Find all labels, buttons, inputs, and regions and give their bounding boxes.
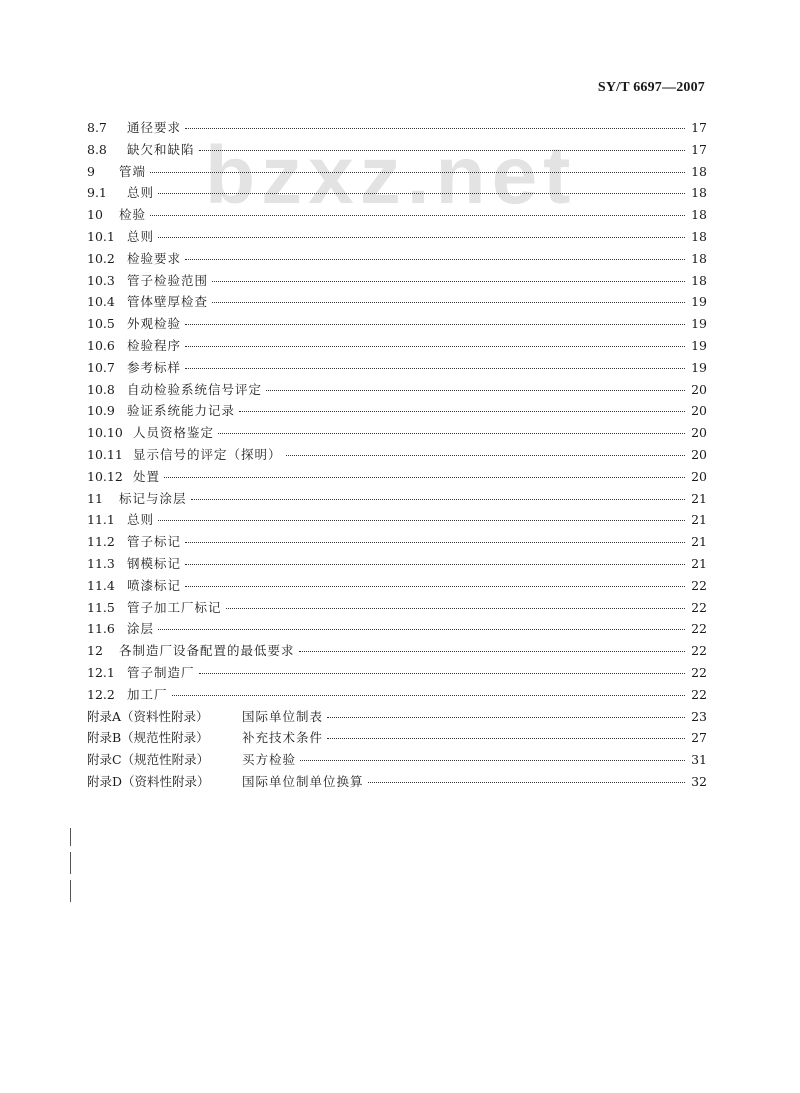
- document-code: SY/T 6697—2007: [597, 80, 705, 95]
- toc-entry[interactable]: [87, 684, 707, 706]
- toc-entry-title: 自动检验系统信号评定: [127, 381, 263, 397]
- toc-entry[interactable]: [87, 400, 707, 422]
- toc-page-number: 31: [691, 752, 707, 768]
- toc-entry[interactable]: [87, 422, 707, 444]
- toc-entry-title: 买方检验: [242, 752, 297, 768]
- toc-leader-dots: [286, 455, 685, 456]
- toc-entry[interactable]: [87, 291, 707, 313]
- margin-binding-marks: [70, 828, 73, 903]
- toc-leader-dots: [185, 128, 685, 129]
- toc-page-number: 22: [691, 599, 707, 615]
- toc-leader-dots: [212, 281, 685, 282]
- toc-entry[interactable]: [87, 270, 707, 292]
- toc-entry-title: 缺欠和缺陷: [127, 141, 195, 157]
- toc-leader-dots: [212, 302, 685, 303]
- toc-page-number: 19: [691, 337, 707, 353]
- toc-page-number: 21: [691, 490, 707, 506]
- toc-entry-number: 10.12: [87, 468, 123, 484]
- toc-entry-title: 国际单位制单位换算: [242, 773, 364, 789]
- toc-entry-number: 12: [87, 643, 103, 659]
- toc-leader-dots: [199, 150, 685, 151]
- toc-entry[interactable]: [87, 379, 707, 401]
- toc-entry-number: 10.7: [87, 359, 115, 375]
- toc-entry-number: 10.8: [87, 381, 115, 397]
- toc-entry-number: 10.2: [87, 250, 115, 266]
- toc-leader-dots: [185, 586, 685, 587]
- toc-entry[interactable]: [87, 618, 707, 640]
- toc-page-number: 21: [691, 512, 707, 528]
- toc-entry[interactable]: [87, 182, 707, 204]
- toc-entry-number: 附录C（规范性附录）: [87, 752, 210, 768]
- toc-entry-number: 11: [87, 490, 103, 506]
- toc-entry-number: 10.10: [87, 425, 123, 441]
- toc-page-number: 27: [691, 730, 707, 746]
- toc-entry[interactable]: [87, 575, 707, 597]
- toc-entry-title: 加工厂: [127, 686, 168, 702]
- toc-entry-title: 管子标记: [127, 534, 182, 550]
- toc-entry[interactable]: [87, 771, 707, 793]
- toc-entry-title: 参考标样: [127, 359, 182, 375]
- toc-entry[interactable]: [87, 553, 707, 575]
- toc-entry-number: 11.1: [87, 512, 115, 528]
- toc-entry-title: 喷漆标记: [127, 577, 182, 593]
- toc-leader-dots: [158, 520, 685, 521]
- toc-leader-dots: [218, 433, 685, 434]
- toc-page-number: 23: [691, 708, 707, 724]
- toc-entry[interactable]: [87, 117, 707, 139]
- toc-page-number: 19: [691, 359, 707, 375]
- toc-entry-number: 11.4: [87, 577, 115, 593]
- toc-entry-title: 管体壁厚检查: [127, 294, 209, 310]
- toc-entry-title: 总则: [127, 185, 155, 201]
- toc-page-number: 19: [691, 294, 707, 310]
- toc-entry-title: 涂层: [127, 621, 155, 637]
- toc-page-number: 20: [691, 425, 707, 441]
- toc-entry-title: 总则: [127, 228, 155, 244]
- toc-entry-title: 检验: [119, 207, 147, 223]
- toc-page-number: 18: [691, 272, 707, 288]
- toc-entry[interactable]: [87, 662, 707, 684]
- toc-leader-dots: [150, 215, 685, 216]
- toc-entry[interactable]: [87, 706, 707, 728]
- toc-leader-dots: [266, 390, 685, 391]
- toc-page-number: 18: [691, 163, 707, 179]
- toc-leader-dots: [158, 237, 685, 238]
- toc-leader-dots: [199, 673, 685, 674]
- toc-entry[interactable]: [87, 357, 707, 379]
- toc-entry[interactable]: [87, 597, 707, 619]
- toc-entry-title: 标记与涂层: [119, 490, 187, 506]
- toc-leader-dots: [368, 782, 685, 783]
- toc-entry-title: 管子加工厂标记: [127, 599, 222, 615]
- toc-entry[interactable]: [87, 226, 707, 248]
- toc-leader-dots: [185, 564, 685, 565]
- toc-entry-number: 11.6: [87, 621, 115, 637]
- toc-leader-dots: [164, 477, 685, 478]
- toc-page-number: 20: [691, 381, 707, 397]
- toc-page-number: 22: [691, 621, 707, 637]
- toc-page-number: 17: [691, 141, 707, 157]
- toc-page-number: 18: [691, 250, 707, 266]
- toc-entry[interactable]: [87, 313, 707, 335]
- toc-entry[interactable]: [87, 248, 707, 270]
- toc-entry-title: 显示信号的评定（探明）: [133, 446, 282, 462]
- toc-entry-number: 11.3: [87, 555, 115, 571]
- toc-entry-title: 国际单位制表: [242, 708, 324, 724]
- toc-page-number: 22: [691, 686, 707, 702]
- toc-page-number: 22: [691, 577, 707, 593]
- toc-entry-number: 附录D（资料性附录）: [87, 773, 210, 789]
- toc-leader-dots: [327, 717, 685, 718]
- toc-leader-dots: [185, 368, 685, 369]
- toc-entry-title: 检验要求: [127, 250, 182, 266]
- toc-entry-number: 11.5: [87, 599, 115, 615]
- toc-entry-number: 附录A（资料性附录）: [87, 708, 209, 724]
- toc-leader-dots: [185, 542, 685, 543]
- toc-entry-title: 补充技术条件: [242, 730, 324, 746]
- toc-entry-title: 检验程序: [127, 337, 182, 353]
- toc-entry[interactable]: [87, 509, 707, 531]
- toc-entry-title: 验证系统能力记录: [127, 403, 236, 419]
- toc-entry-title: 各制造厂设备配置的最低要求: [119, 643, 295, 659]
- table-of-contents: [87, 117, 707, 793]
- toc-leader-dots: [239, 411, 685, 412]
- toc-leader-dots: [185, 259, 685, 260]
- toc-entry[interactable]: [87, 749, 707, 771]
- toc-entry[interactable]: [87, 531, 707, 553]
- toc-entry-title: 管子制造厂: [127, 664, 195, 680]
- toc-leader-dots: [226, 608, 685, 609]
- toc-entry-title: 外观检验: [127, 316, 182, 332]
- toc-entry[interactable]: [87, 466, 707, 488]
- toc-leader-dots: [185, 346, 685, 347]
- toc-leader-dots: [158, 629, 685, 630]
- toc-leader-dots: [172, 695, 685, 696]
- toc-entry-title: 钢模标记: [127, 555, 182, 571]
- toc-entry-number: 附录B（规范性附录）: [87, 730, 209, 746]
- toc-page-number: 32: [691, 773, 707, 789]
- toc-entry-number: 8.7: [87, 120, 107, 135]
- toc-entry-number: 9: [87, 163, 95, 179]
- toc-entry-title: 管端: [119, 163, 147, 179]
- toc-page-number: 18: [691, 207, 707, 223]
- toc-entry[interactable]: [87, 335, 707, 357]
- toc-entry-title: 处置: [133, 468, 161, 484]
- toc-page-number: 18: [691, 228, 707, 244]
- toc-entry-title: 通径要求: [127, 120, 182, 135]
- toc-entry[interactable]: [87, 444, 707, 466]
- toc-page-number: 20: [691, 468, 707, 484]
- toc-entry-number: 10.5: [87, 316, 115, 332]
- toc-leader-dots: [185, 324, 685, 325]
- toc-entry-number: 11.2: [87, 534, 115, 550]
- toc-entry[interactable]: [87, 640, 707, 662]
- toc-page-number: 19: [691, 316, 707, 332]
- toc-entry-number: 12.1: [87, 664, 115, 680]
- toc-entry-number: 10.1: [87, 228, 115, 244]
- toc-page-number: 21: [691, 555, 707, 571]
- toc-page-number: 17: [691, 120, 707, 135]
- toc-entry-number: 10.3: [87, 272, 115, 288]
- watermark-text: bzxz.net: [205, 130, 577, 221]
- toc-entry-number: 10.11: [87, 446, 123, 462]
- toc-leader-dots: [191, 499, 685, 500]
- toc-entry[interactable]: [87, 204, 707, 226]
- toc-page-number: 20: [691, 446, 707, 462]
- toc-entry[interactable]: [87, 139, 707, 161]
- toc-leader-dots: [327, 738, 685, 739]
- toc-entry-number: 9.1: [87, 185, 107, 201]
- toc-page-number: 22: [691, 664, 707, 680]
- toc-leader-dots: [300, 760, 685, 761]
- toc-leader-dots: [299, 651, 685, 652]
- toc-page-number: 18: [691, 185, 707, 201]
- toc-entry[interactable]: [87, 161, 707, 183]
- toc-entry-number: 10: [87, 207, 103, 223]
- toc-entry-number: 10.4: [87, 294, 115, 310]
- toc-entry-number: 10.6: [87, 337, 115, 353]
- toc-page-number: 21: [691, 534, 707, 550]
- toc-page-number: 20: [691, 403, 707, 419]
- toc-entry[interactable]: [87, 488, 707, 510]
- toc-page-number: 22: [691, 643, 707, 659]
- toc-entry-title: 人员资格鉴定: [133, 425, 215, 441]
- toc-entry-title: 管子检验范围: [127, 272, 209, 288]
- toc-entry-number: 8.8: [87, 141, 107, 157]
- toc-entry[interactable]: [87, 727, 707, 749]
- toc-entry-title: 总则: [127, 512, 155, 528]
- toc-entry-number: 12.2: [87, 686, 115, 702]
- toc-entry-number: 10.9: [87, 403, 115, 419]
- toc-leader-dots: [158, 193, 685, 194]
- toc-leader-dots: [150, 172, 685, 173]
